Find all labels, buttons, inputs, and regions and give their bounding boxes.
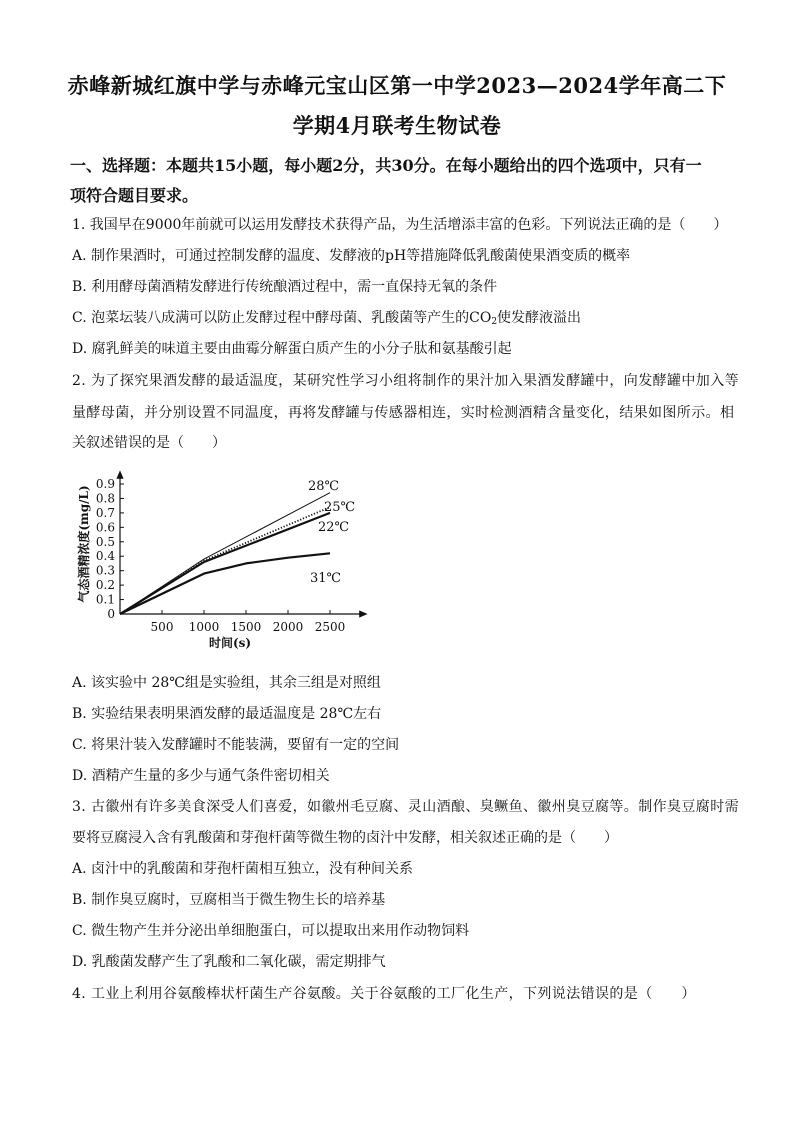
series-line-31c xyxy=(120,553,330,614)
q2-stem-line1: 2. 为了探究果酒发酵的最适温度，某研究性学习小组将制作的果汁加入果酒发酵罐中，向发酵罐中加入等 xyxy=(72,373,740,389)
y-tick-label: 0.5 xyxy=(95,534,115,549)
q3-option-c: C. 微生物产生并分泌出单细胞蛋白，可以提取出来用作动物饲料 xyxy=(72,923,470,939)
series-label: 22℃ xyxy=(318,520,350,535)
alcohol-concentration-chart xyxy=(72,466,372,661)
q1-option-c: C. 泡菜坛装八成满可以防止发酵过程中酵母菌、乳酸菌等产生的$CO_2$使发酵液溢出 xyxy=(72,310,582,327)
y-tick-label: 0.7 xyxy=(95,505,115,520)
exam-title-line1: 赤峰新城红旗中学与赤峰元宝山区第一中学2023—2024学年高二下 xyxy=(67,73,727,98)
q1-option-a: A. 制作果酒时，可通过控制发酵的温度、发酵液的pH等措施降低乳酸菌使果酒变质的概率 xyxy=(72,248,631,264)
q2-stem-line3: 关叙述错误的是（ ） xyxy=(72,435,226,451)
series-label: 25℃ xyxy=(324,500,356,515)
x-axis-title: 时间(s) xyxy=(208,636,252,650)
q2-option-a: A. 该实验中 28℃组是实验组，其余三组是对照组 xyxy=(72,675,381,691)
q1-stem: 1. 我国早在9000年前就可以运用发酵技术获得产品，为生活增添丰富的色彩。下列说法正确的是（ ） xyxy=(72,217,728,233)
series-label: 28℃ xyxy=(308,479,340,494)
q3-stem-line1: 3. 古徽州有许多美食深受人们喜爱，如徽州毛豆腐、灵山酒酿、臭鳜鱼、徽州臭豆腐等。制作臭豆腐时需 xyxy=(72,799,740,815)
y-axis-title: 气态酒精浓度(mg/L) xyxy=(77,485,91,603)
series-label: 31℃ xyxy=(310,571,342,586)
x-tick-label: 1500 xyxy=(230,620,262,634)
y-tick-label: 0.6 xyxy=(95,520,115,535)
section-heading-line1: 一、选择题：本题共15小题，每小题2分，共30分。在每小题给出的四个选项中，只有一 xyxy=(70,156,702,175)
y-tick-label: 0.1 xyxy=(95,592,115,607)
q3-option-d: D. 乳酸菌发酵产生了乳酸和二氧化碳，需定期排气 xyxy=(72,954,386,970)
q2-stem-line2: 量酵母菌，并分别设置不同温度，再将发酵罐与传感器相连，实时检测酒精含量变化，结果如图所示。相 xyxy=(72,405,735,421)
q1-option-b: B. 利用酵母菌酒精发酵进行传统酿酒过程中，需一直保持无氧的条件 xyxy=(72,279,498,295)
q4-stem: 4. 工业上利用谷氨酸棒状杆菌生产谷氨酸。关于谷氨酸的工厂化生产，下列说法错误的是（ ） xyxy=(72,986,696,1002)
x-tick-label: 500 xyxy=(150,620,174,634)
y-tick-label: 0.4 xyxy=(95,549,115,564)
y-tick-label: 0.3 xyxy=(95,563,115,578)
x-tick-label: 2000 xyxy=(272,620,304,634)
q3-option-b: B. 制作臭豆腐时，豆腐相当于微生物生长的培养基 xyxy=(72,892,386,908)
y-tick-label: 0.8 xyxy=(95,491,115,506)
x-tick-label: 1000 xyxy=(188,620,220,634)
y-tick-label: 0.2 xyxy=(95,578,115,593)
x-tick-label: 2500 xyxy=(314,620,346,634)
q2-option-c: C. 将果汁装入发酵罐时不能装满，要留有一定的空间 xyxy=(72,737,400,753)
q3-stem-line2: 要将豆腐浸入含有乳酸菌和芽孢杆菌等微生物的卤汁中发酵，相关叙述正确的是（ ） xyxy=(72,830,618,846)
exam-title-line2: 学期4月联考生物试卷 xyxy=(292,113,502,138)
y-tick-label: 0 xyxy=(107,607,115,621)
q1-option-d: D. 腐乳鲜美的味道主要由曲霉分解蛋白质产生的小分子肽和氨基酸引起 xyxy=(72,341,512,357)
q2-option-d: D. 酒精产生量的多少与通气条件密切相关 xyxy=(72,768,330,784)
y-tick-label: 0.9 xyxy=(95,477,115,491)
q2-option-b: B. 实验结果表明果酒发酵的最适温度是 28℃左右 xyxy=(72,706,382,722)
section-heading-line2: 项符合题目要求。 xyxy=(70,186,199,205)
q3-option-a: A. 卤汁中的乳酸菌和芽孢杆菌相互独立，没有种间关系 xyxy=(72,861,414,877)
